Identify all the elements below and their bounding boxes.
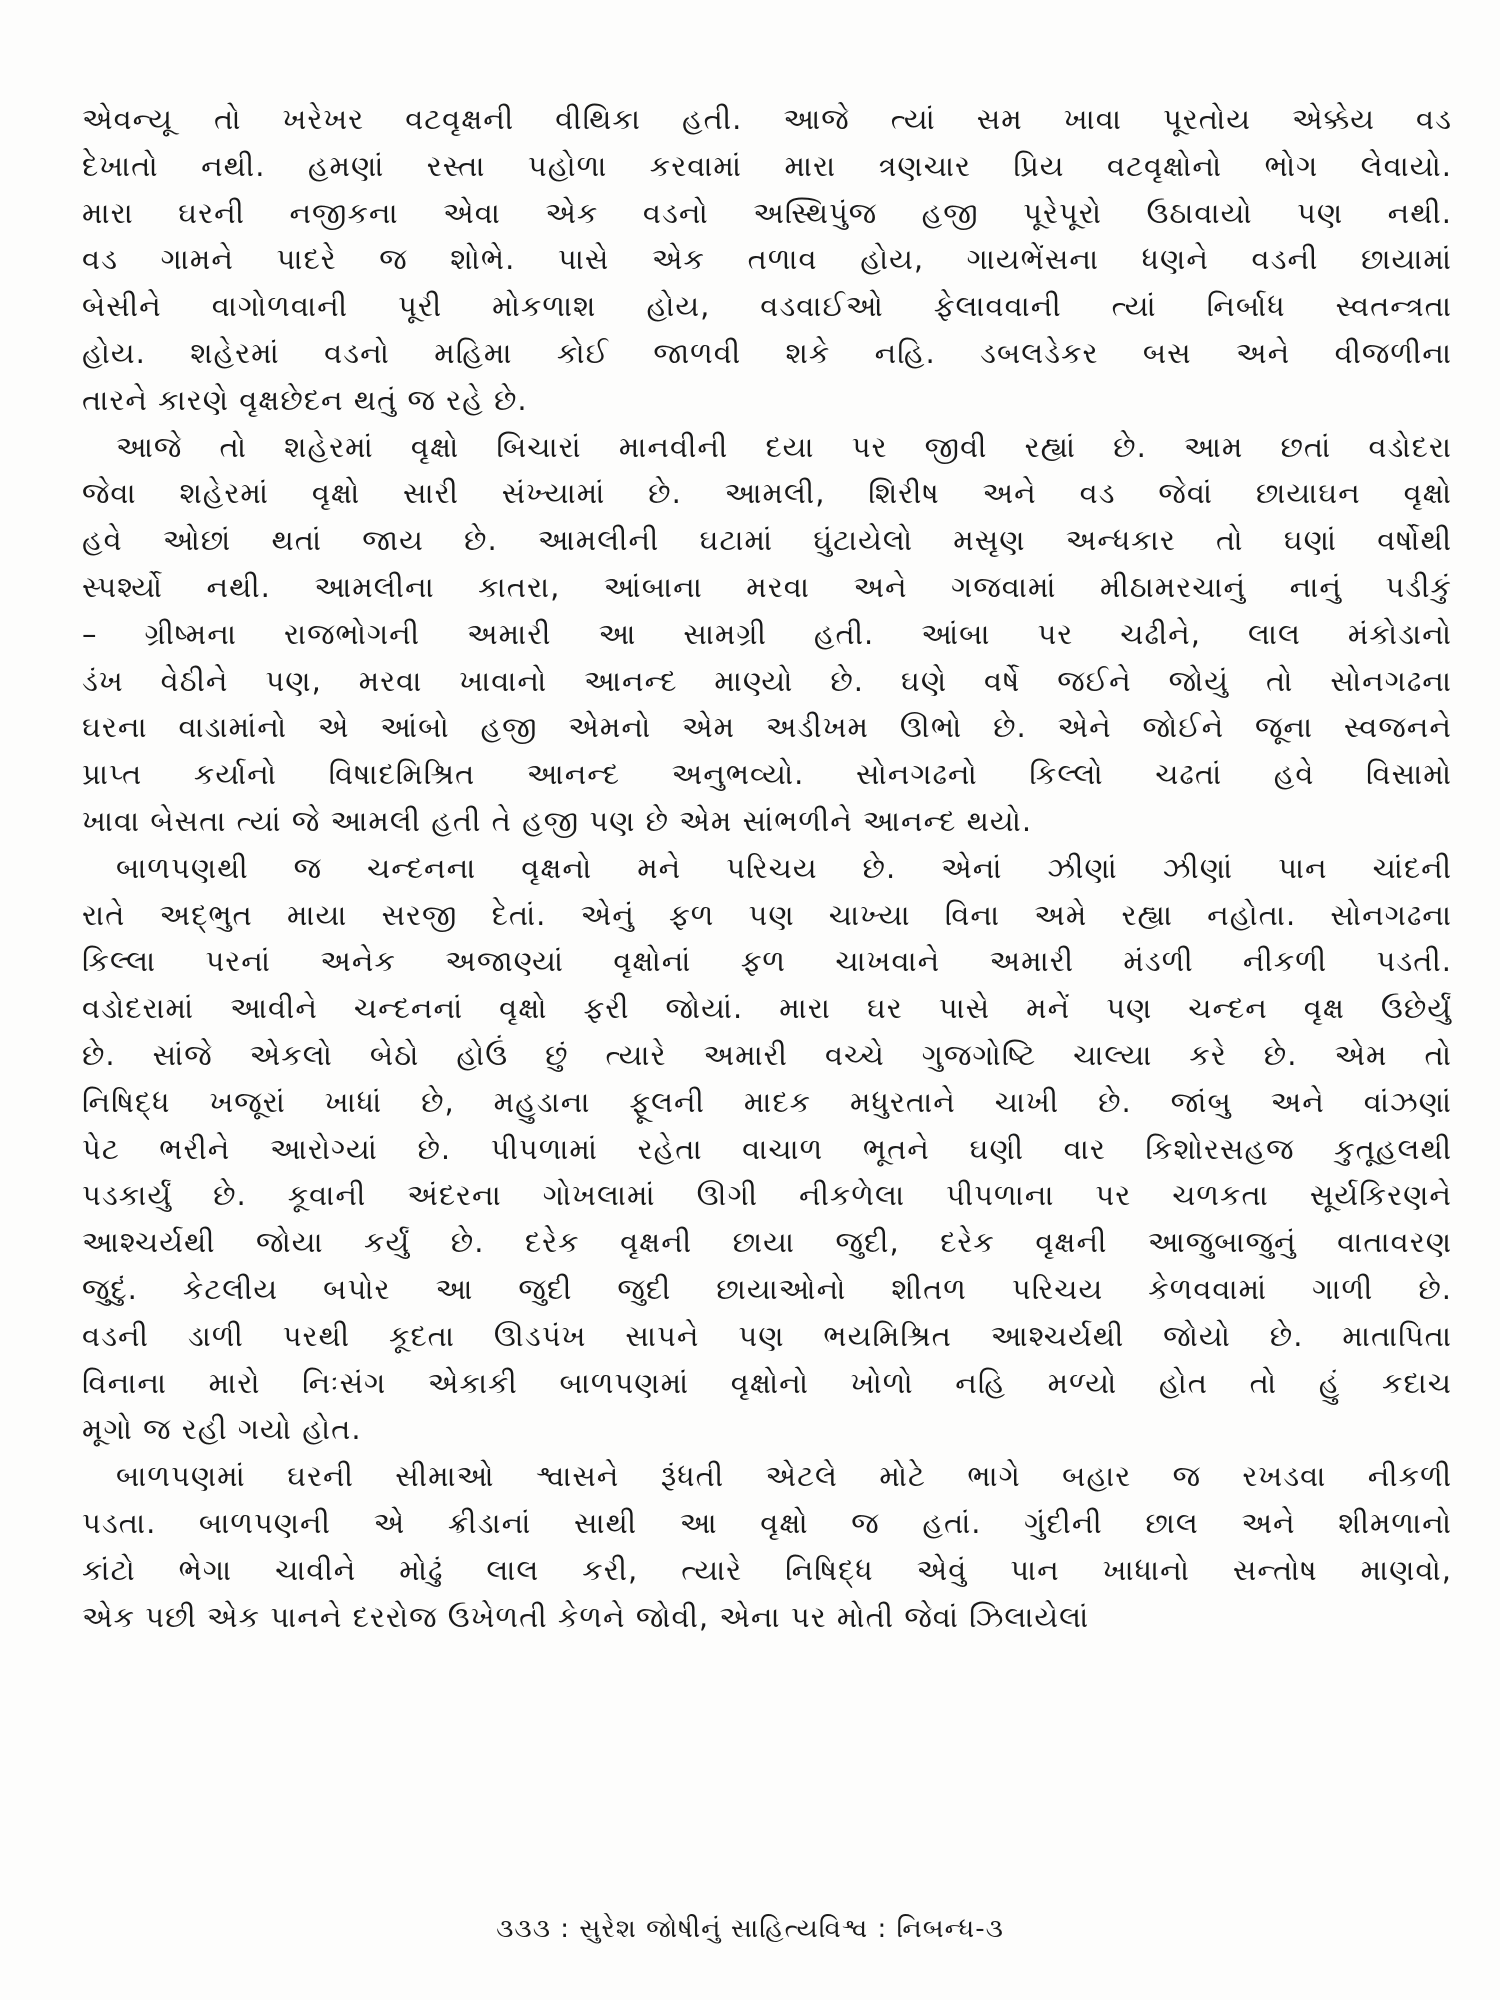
text-line: બાળપણમાં ઘરની સીમાઓ શ્વાસને રૂંધતી એટલે મોટે ભાગે બહાર જ રખડવા નીકળી — [116, 1459, 1452, 1494]
text-line: એક પછી એક પાનને દરરોજ ઉખેળતી કેળને જોવી, એના પર મોતી જેવાં ઝિલાયેલાં — [82, 1599, 1090, 1634]
text-line: સ્પર્શ્યો નથી. આમલીના કાતરા, આંબાના મરવા અને ગજવામાં મીઠામરચાનું નાનું પડીકું — [82, 569, 1452, 604]
text-line: પડતા. બાળપણની એ ક્રીડાનાં સાથી આ વૃક્ષો જ હતાં. ગુંદીની છાલ અને શીમળાનો — [82, 1505, 1452, 1540]
text-line: ઘરના વાડામાંનો એ આંબો હજી એમનો એમ અડીખમ ઊભો છે. એને જોઈને જૂના સ્વજનને — [82, 710, 1452, 745]
text-line: ડંખ વેઠીને પણ, મરવા ખાવાનો આનન્દ માણ્યો છે. ઘણે વર્ષે જઈને જોયું તો સોનગઢના — [82, 663, 1452, 698]
text-line: વડની ડાળી પરથી કૂદતા ઊડપંખ સાપને પણ ભયમિશ્રિત આશ્ચર્યથી જોયો છે. માતાપિતા — [82, 1318, 1452, 1353]
text-line: આશ્ચર્યથી જોયા કર્યું છે. દરેક વૃક્ષની છાયા જુદી, દરેક વૃક્ષની આજુબાજુનું વાતાવરણ — [82, 1225, 1452, 1260]
page-footer: ૩૩૩ : સુરેશ જોષીનું સાહિત્યવિશ્વ : નિબન્ધ-૩ — [496, 1914, 1004, 1944]
text-line: તારને કારણે વૃક્ષછેદન થતું જ રહે છે. — [82, 382, 528, 417]
essay-body — [82, 96, 1452, 1640]
paragraph — [82, 1453, 1452, 1640]
paragraph — [82, 96, 1452, 424]
text-line: રાતે અદ્ભુત માયા સરજી દેતાં. એનું ફળ પણ ચાખ્યા વિના અમે રહ્યા નહોતા. સોનગઢના — [82, 897, 1452, 932]
text-line: બાળપણથી જ ચન્દનના વૃક્ષનો મને પરિચય છે. એનાં ઝીણાં ઝીણાં પાન ચાંદની — [116, 850, 1452, 885]
text-line: મૂગો જ રહી ગયો હોત. — [82, 1412, 362, 1447]
paragraph — [82, 424, 1452, 845]
text-line: વિનાના મારો નિઃસંગ એકાકી બાળપણમાં વૃક્ષોનો ખોળો નહિ મળ્યો હોત તો હું કદાચ — [82, 1365, 1452, 1400]
text-line: હોય. શહેરમાં વડનો મહિમા કોઈ જાળવી શકે નહિ. ડબલડેકર બસ અને વીજળીના — [82, 335, 1452, 370]
text-line: વડોદરામાં આવીને ચન્દનનાં વૃક્ષો ફરી જોયાં. મારા ઘર પાસે મનેં પણ ચન્દન વૃક્ષ ઉછેર્યું — [82, 991, 1452, 1026]
text-line: પડકાર્યું છે. કૂવાની અંદરના ગોખલામાં ઊગી નીકળેલા પીપળાના પર ચળકતા સૂર્યકિરણને — [82, 1178, 1452, 1213]
text-line: હવે ઓછાં થતાં જાય છે. આમલીની ઘટામાં ઘુંટાયેલો મસૃણ અન્ધકાર તો ઘણાં વર્ષોથી — [82, 523, 1452, 558]
text-line: બેસીને વાગોળવાની પૂરી મોકળાશ હોય, વડવાઈઓ ફેલાવવાની ત્યાં નિર્બાધ સ્વતન્ત્રતા — [82, 289, 1452, 324]
text-line: જેવા શહેરમાં વૃક્ષો સારી સંખ્યામાં છે. આમલી, શિરીષ અને વડ જેવાં છાયાઘન વૃક્ષો — [82, 476, 1452, 511]
text-line: કાંટો ભેગા ચાવીને મોઢું લાલ કરી, ત્યારે નિષિદ્ધ એવું પાન ખાધાનો સન્તોષ માણવો, — [82, 1552, 1452, 1587]
paragraph — [82, 845, 1452, 1453]
text-line: ખાવા બેસતા ત્યાં જે આમલી હતી તે હજી પણ છે એમ સાંભળીને આનન્દ થયો. — [82, 803, 1033, 838]
text-line: વડ ગામને પાદરે જ શોભે. પાસે એક તળાવ હોય, ગાયભેંસના ધણને વડની છાયામાં — [82, 242, 1452, 277]
text-line: આજે તો શહેરમાં વૃક્ષો બિચારાં માનવીની દયા પર જીવી રહ્યાં છે. આમ છતાં વડોદરા — [116, 429, 1452, 464]
text-line: એવન્યૂ તો ખરેખર વટવૃક્ષની વીથિકા હતી. આજે ત્યાં સમ ખાવા પૂરતોય એક્કેય વડ — [82, 102, 1452, 136]
text-line: પેટ ભરીને આરોગ્યાં છે. પીપળામાં રહેતા વાચાળ ભૂતને ઘણી વાર કિશોરસહજ કુતૂહલથી — [82, 1131, 1452, 1166]
text-line: નિષિદ્ધ ખજૂરાં ખાધાં છે, મહુડાના ફૂલની માદક મધુરતાને ચાખી છે. જાંબુ અને વાંઝણાં — [82, 1084, 1452, 1119]
text-line: – ગ્રીષ્મના રાજભોગની અમારી આ સામગ્રી હતી. આંબા પર ચઢીને, લાલ મંકોડાનો — [82, 616, 1452, 651]
text-line: મારા ઘરની નજીકના એવા એક વડનો અસ્થિપુંજ હજી પૂરેપૂરો ઉઠાવાયો પણ નથી. — [82, 195, 1452, 230]
text-line: જુદું. કેટલીય બપોર આ જુદી જુદી છાયાઓનો શીતળ પરિચય કેળવવામાં ગાળી છે. — [82, 1271, 1452, 1306]
text-line: દેખાતો નથી. હમણાં રસ્તા પહોળા કરવામાં મારા ત્રણચાર પ્રિય વટવૃક્ષોનો ભોગ લેવાયો. — [82, 148, 1452, 183]
text-line: છે. સાંજે એકલો બેઠો હોઉં છું ત્યારે અમારી વચ્ચે ગુજગોષ્ટિ ચાલ્યા કરે છે. એમ તો — [82, 1037, 1452, 1072]
text-line: કિલ્લા પરનાં અનેક અજાણ્યાં વૃક્ષોનાં ફળ ચાખવાને અમારી મંડળી નીકળી પડતી. — [82, 944, 1452, 979]
text-line: પ્રાપ્ત કર્યાનો વિષાદમિશ્રિત આનન્દ અનુભવ્યો. સોનગઢનો કિલ્લો ચઢતાં હવે વિસામો — [82, 757, 1452, 792]
